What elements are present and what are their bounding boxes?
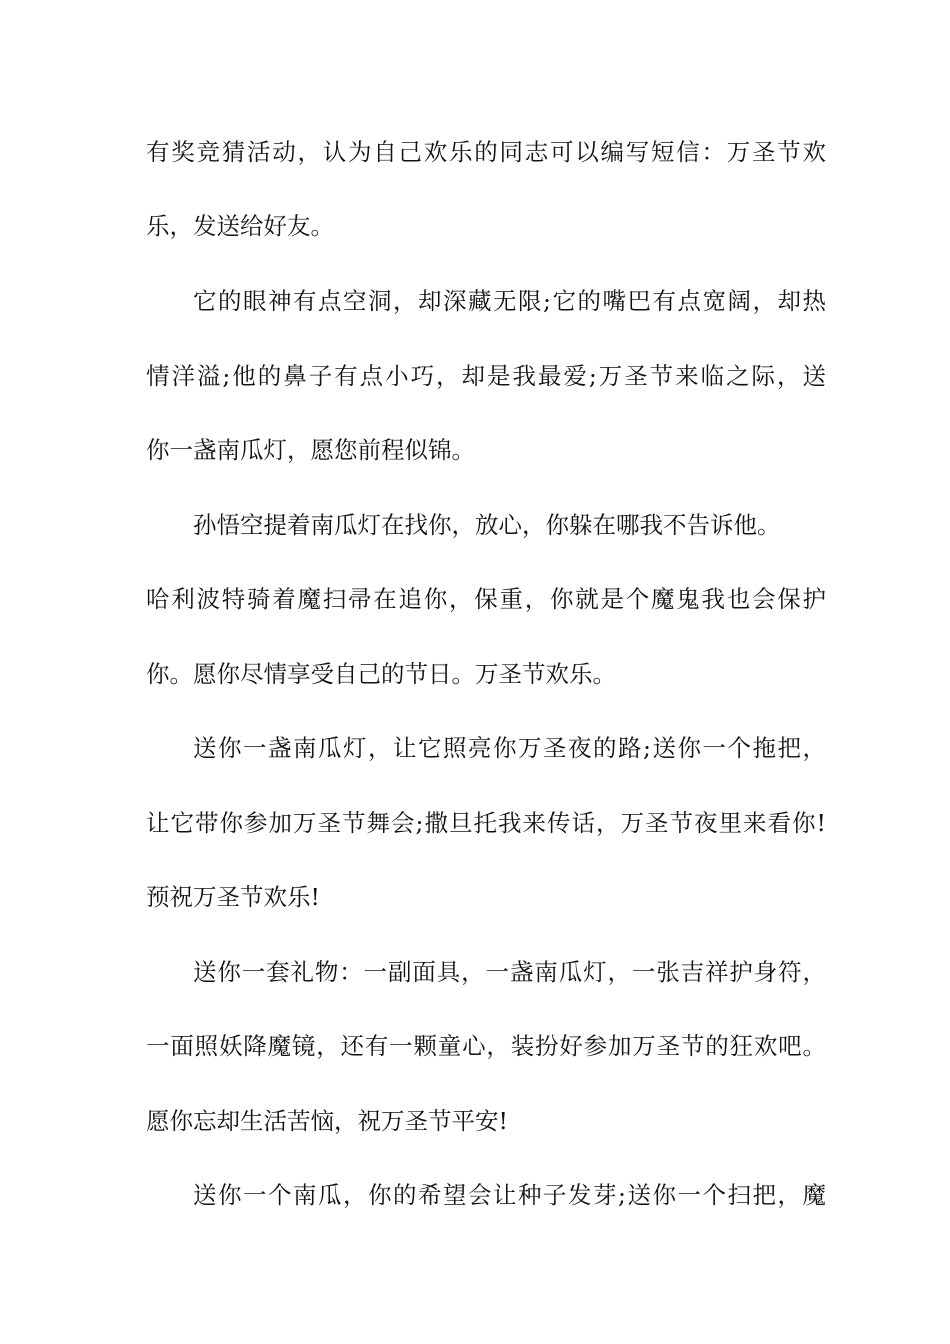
paragraph-first-line: 送你一个南瓜，你的希望会让种子发芽;送你一个扫把，魔 (193, 1181, 826, 1209)
text-line: 一面照妖降魔镜，还有一颗童心，装扮好参加万圣节的狂欢吧。 (146, 1032, 826, 1060)
paragraph-first-line: 孙悟空提着南瓜灯在找你，放心，你躲在哪我不告诉他。 (193, 511, 781, 539)
text-line: 预祝万圣节欢乐! (146, 883, 320, 911)
text-line: 你。愿你尽情享受自己的节日。万圣节欢乐。 (146, 660, 616, 688)
paragraph-first-line: 送你一套礼物：一副面具，一盏南瓜灯，一张吉祥护身符， (193, 958, 826, 986)
text-line: 哈利波特骑着魔扫帚在追你，保重，你就是个魔鬼我也会保护 (146, 585, 826, 613)
paragraph-first-line: 它的眼神有点空洞，却深藏无限;它的嘴巴有点宽阔，却热 (193, 287, 826, 315)
text-line: 情洋溢;他的鼻子有点小巧，却是我最爱;万圣节来临之际，送 (146, 362, 826, 390)
text-line: 你一盏南瓜灯，愿您前程似锦。 (146, 436, 475, 464)
paragraph-first-line: 送你一盏南瓜灯，让它照亮你万圣夜的路;送你一个拖把， (193, 734, 826, 762)
text-line: 有奖竞猜活动，认为自己欢乐的同志可以编写短信：万圣节欢 (146, 138, 826, 166)
text-line: 愿你忘却生活苦恼，祝万圣节平安! (146, 1107, 508, 1135)
text-line: 让它带你参加万圣节舞会;撒旦托我来传话，万圣节夜里来看你! (146, 809, 826, 837)
text-line: 乐，发送给好友。 (146, 212, 334, 240)
